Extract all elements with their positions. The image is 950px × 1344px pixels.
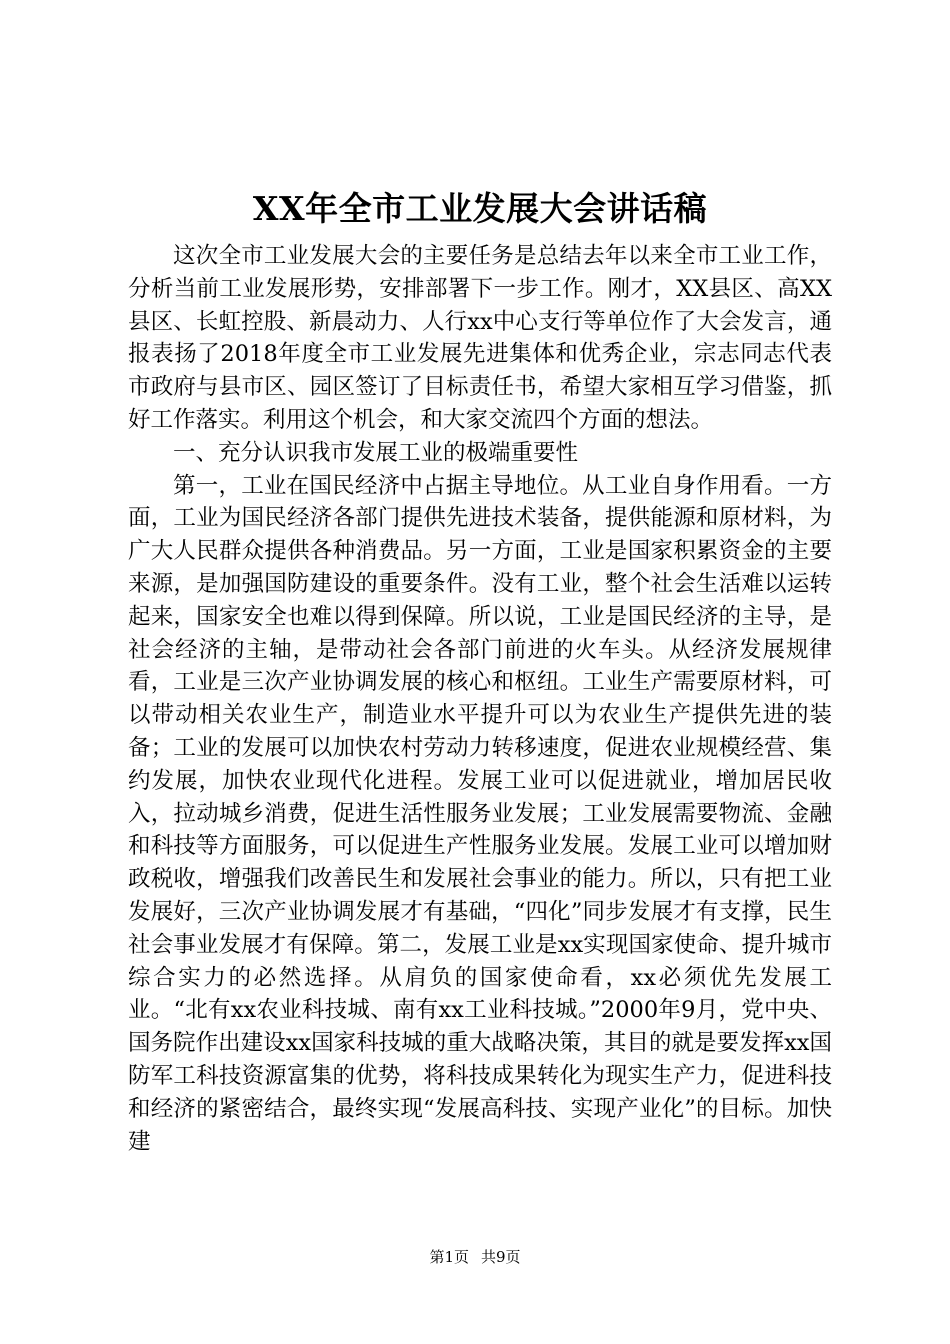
document-body: [128, 240, 832, 1158]
intro-paragraph: 这次全市工业发展大会的主要任务是总结去年以来全市工业工作，分析当前工业发展形势，安排部署下一步工作。刚才，XX县区、高XX县区、长虹控股、新晨动力、人行xx中心支行等单位作了大会发言，通报表扬了2018年度全市工业发展先进集体和优秀企业，宗志同志代表市政府与县市区、园区签订了目标责任书，希望大家相互学习借鉴，抓好工作落实。利用这个机会，和大家交流四个方面的想法。: [128, 243, 832, 433]
page-footer: [0, 1247, 950, 1267]
page-number: 第1页: [429, 1248, 469, 1266]
page-total: 共9页: [481, 1248, 521, 1266]
section-heading: 一、充分认识我市发展工业的极端重要性: [173, 439, 579, 466]
document-title: XX年全市工业发展大会讲话稿: [252, 189, 708, 228]
body-paragraph: 第一，工业在国民经济中占据主导地位。从工业自身作用看。一方面，工业为国民经济各部门提供先进技术装备，提供能源和原材料，为广大人民群众提供各种消费品。另一方面，工业是国家积累资金的主要来源，是加强国防建设的重要条件。没有工业，整个社会生活难以运转起来，国家安全也难以得到保障。所以说，工业是国民经济的主导，是社会经济的主轴，是带动社会各部门前进的火车头。从经济发展规律看，工业是三次产业协调发展的核心和枢纽。工业生产需要原材料，可以带动相关农业生产，制造业水平提升可以为农业生产提供先进的装备；工业的发展可以加快农村劳动力转移速度，促进农业规模经营、集约发展，加快农业现代化进程。发展工业可以促进就业，增加居民收入，拉动城乡消费，促进生活性服务业发展；工业发展需要物流、金融和科技等方面服务，可以促进生产性服务业发展。发展工业可以增加财政税收，增强我们改善民生和发展社会事业的能力。所以，只有把工业发展好，三次产业协调发展才有基础，“四化”同步发展才有支撑，民生社会事业发展才有保障。第二，发展工业是xx实现国家使命、提升城市综合实力的必然选择。从肩负的国家使命看，xx必须优先发展工业。“北有xx农业科技城、南有xx工业科技城。”2000年9月，党中央、国务院作出建设xx国家科技城的重大战略决策，其目的就是要发挥xx国防军工科技资源富集的优势，将科技成果转化为现实生产力，促进科技和经济的紧密结合，最终实现“发展高科技、实现产业化”的目标。加快建: [128, 472, 832, 1155]
